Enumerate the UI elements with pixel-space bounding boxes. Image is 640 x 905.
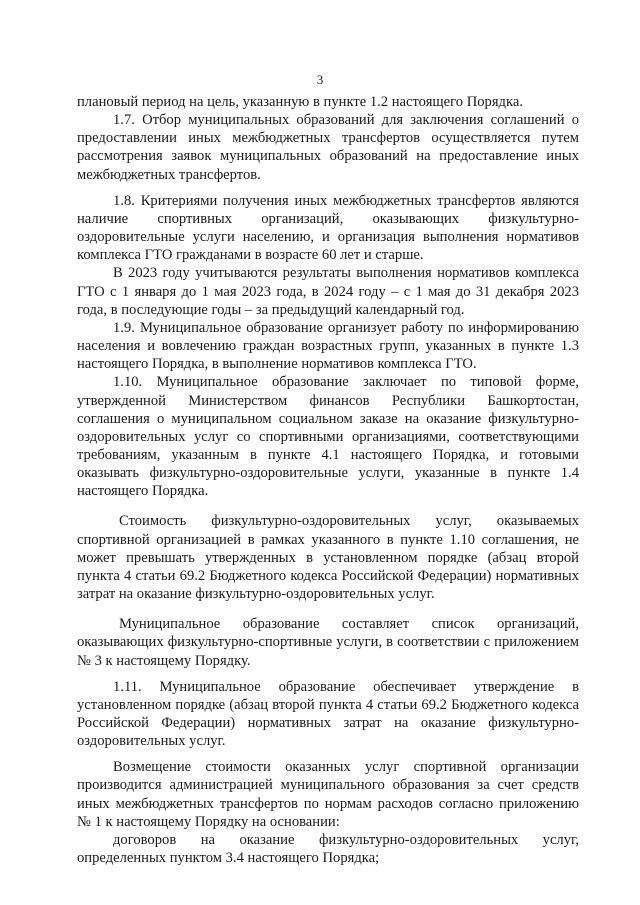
paragraph-reimbursement: Возмещение стоимости оказанных услуг спортивной организации производится администрацией муниципального образования за счет средств иных межбюджетных трансфертов по нормам расходов согласно приложению № 1 к настоящему Порядку на основании:: [77, 759, 579, 830]
paragraph-1-7: 1.7. Отбор муниципальных образований для заключения соглашений о предоставлении иных межбюджетных трансфертов осуществляется путем рассмотрения заявок муниципальных образований на предоставление иных межбюджетных трансфертов.: [77, 112, 579, 183]
paragraph-1-9: 1.9. Муниципальное образование организует работу по информированию населения и вовлечению граждан возрастных групп, указанных в пункте 1.3 настоящего Порядка, в выполнение нормативов комплекса ГТО.: [77, 319, 579, 373]
paragraph-1-10: 1.10. Муниципальное образование заключает по типовой форме, утвержденной Министерством финансов Республики Башкортостан, соглашения о муниципальном социальном заказе на оказание физкультурно-оздоровительных услуг со спортивными организациями, соответствующими требованиям, указанным в пункте 4.1 настоящего Порядка, и готовыми оказывать физкультурно-оздоровительные услуги, указанные в пункте 1.4 настоящего Порядка.: [77, 374, 579, 500]
paragraph-service-cost: Стоимость физкультурно-оздоровительных услуг, оказываемых спортивной организацией в рамках указанного в пункте 1.10 соглашения, не может превышать утвержденных в установленном порядке (абзац второй пункта 4 статьи 69.2 Бюджетного кодекса Российской Федерации) нормативных затрат на оказание физкультурно-оздоровительных услуг.: [77, 513, 579, 603]
page-number: 3: [316, 72, 324, 87]
paragraph-gto-results: В 2023 году учитываются результаты выполнения нормативов комплекса ГТО с 1 января до 1 мая 2023 года, в 2024 году – с 1 мая до 31 декабря 2023 года, в последующие годы – за предыдущий календарный год.: [77, 265, 579, 318]
paragraph-1-11: 1.11. Муниципальное образование обеспечивает утверждение в установленном порядке (абзац второй пункта 4 статьи 69.2 Бюджетного кодекса Российской Федерации) нормативных затрат на оказание физкультурно-оздоровительных услуг.: [77, 678, 579, 750]
document-body: [77, 93, 579, 867]
paragraph-1-8: 1.8. Критериями получения иных межбюджетных трансфертов являются наличие спортивных организаций, оказывающих физкультурно-оздоровительные услуги населению, и организация выполнения нормативов комплекса ГТО гражданами в возрасте 60 лет и старше.: [77, 192, 579, 264]
paragraph-organizations-list: Муниципальное образование составляет список организаций, оказывающих физкультурно-спортивные услуги, в соответствии с приложением № 3 к настоящему Порядку.: [77, 616, 579, 669]
paragraph-continuation: плановый период на цель, указанную в пункте 1.2 настоящего Порядка.: [77, 94, 523, 110]
paragraph-contracts: договоров на оказание физкультурно-оздоровительных услуг, определенных пунктом 3.4 настоящего Порядка;: [77, 831, 579, 867]
